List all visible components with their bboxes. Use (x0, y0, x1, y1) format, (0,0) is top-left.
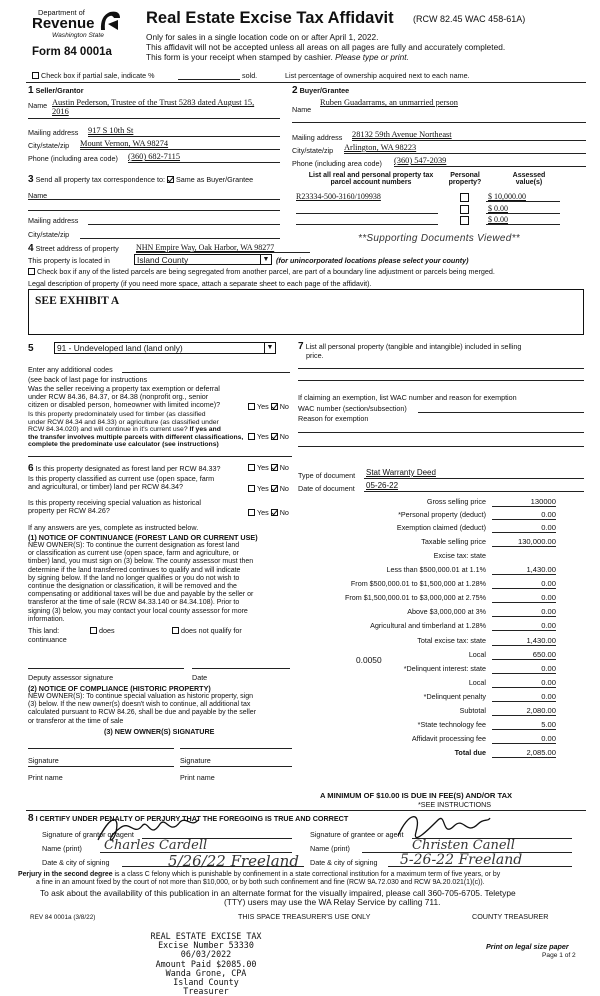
perjury-line-1 (18, 871, 500, 878)
buyer-num: 2 (292, 85, 298, 96)
assessed-h1: Assessed (512, 172, 546, 179)
county-note: (for unincorporated locations please select your county) (276, 256, 469, 265)
reason-line-1[interactable] (298, 432, 584, 433)
buyer-phone-line (394, 166, 586, 167)
wac-line[interactable] (418, 412, 584, 413)
timber-yes-checkbox[interactable] (248, 433, 255, 440)
grantee-name-handwritten: Christen Canell (412, 838, 515, 853)
notice-line: continue the designation or classification, it will be removed and the (28, 583, 237, 591)
segregation-label: Check box if any of the listed parcels are being segregated from another parcel, are part of a boundary line adjustment or parcels being merged. (37, 267, 495, 276)
does-label: does (99, 626, 115, 635)
add-codes-line[interactable] (122, 372, 290, 373)
partial-sale-row (32, 71, 154, 80)
q2d: If yes and (189, 426, 221, 434)
owner-sig-line-2[interactable] (180, 748, 292, 749)
doc-date-label: Date of document (298, 484, 355, 493)
sec4-label-text: Street address of property (35, 244, 119, 253)
sec3-mail-label: Mailing address (28, 216, 79, 225)
alt-format-line-1: To ask about the availability of this publication in an alternate format for the visually impaired, please call 360-705-6705. Teletype (40, 888, 516, 898)
no-label: No (279, 402, 289, 411)
doc-type-value[interactable]: Stat Warranty Deed (366, 468, 436, 477)
notice-line: transferor at the time of sale (RCW 84.33.140 or 84.34.108). Prior to (28, 599, 240, 607)
does-checkbox[interactable] (90, 627, 97, 634)
notice1-body (28, 542, 253, 624)
notice1-heading: (1) NOTICE OF CONTINUANCE (FOREST LAND OR CURRENT USE) (28, 533, 258, 542)
seller-city-label: City/state/zip (28, 141, 70, 150)
assessed-value[interactable]: $ 0.00 (488, 203, 508, 213)
notice-line: or classification as current use (open space, farm and agriculture, or (28, 550, 239, 558)
grantor-name-handwritten: Charles Cardell (104, 838, 208, 853)
tax-row-value[interactable]: 650.00 (492, 650, 556, 660)
rev-label: REV 84 0001a (3/8/22) (30, 914, 96, 921)
owner-sig-label-1: Signature (28, 756, 59, 765)
notice2-heading: (2) NOTICE OF COMPLIANCE (HISTORIC PROPERTY) (28, 684, 211, 693)
tax-row-label: Excise tax: state (433, 551, 486, 560)
ownership-note: List percentage of ownership acquired next to each name. (285, 71, 470, 80)
hist-b: property per RCW 84.26? (28, 506, 110, 516)
notice-line: determine if the land transferred continues to qualify and will indicate (28, 566, 241, 574)
sec3-name-line[interactable] (28, 199, 280, 200)
tax-row-value[interactable]: 0.00 (492, 523, 556, 533)
historic-question (28, 499, 201, 516)
seller-heading (28, 85, 84, 96)
tax-row-label: Less than $500,000.01 at 1.1% (386, 565, 486, 574)
county-select[interactable] (134, 254, 272, 265)
no-label: No (279, 463, 289, 472)
header-line-3b: Please type or print. (335, 52, 409, 62)
yes-label: Yes (257, 508, 269, 517)
alt-format-line-2: (TTY) users may use the WA Relay Service by calling 711. (224, 897, 441, 907)
personal-property-checkbox[interactable] (460, 205, 471, 215)
yes-label: Yes (257, 484, 269, 493)
perjury-line-2: a fine in an amount fixed by the court of not more than $10,000, or by both such confinement and fine (RCW 9A.72.030 and RCW 9A.20.021(1)(c)). (36, 879, 485, 886)
state-label: Washington State (52, 32, 104, 39)
seller-city[interactable]: Mount Vernon, WA 98274 (80, 139, 169, 148)
see-instructions: *SEE INSTRUCTIONS (418, 800, 492, 809)
deputy-date-label: Date (192, 673, 208, 682)
buyer-mail[interactable]: 28132 59th Avenue Northeast (352, 130, 452, 139)
assessed-line (486, 213, 560, 214)
notice2-body (28, 693, 256, 726)
buyer-mail-label: Mailing address (292, 133, 343, 142)
deputy-label: Deputy assessor signature (28, 673, 114, 682)
deputy-line[interactable] (28, 668, 184, 669)
q2a: Is this property predominately used for timber (as classified (28, 411, 206, 418)
legal-desc-box[interactable] (28, 289, 584, 335)
sec7-text (298, 343, 521, 360)
deputy-date-line[interactable] (192, 668, 290, 669)
seller-city-line (80, 149, 280, 150)
tax-row-value[interactable]: 130000 (492, 497, 556, 507)
tax-row-value[interactable]: 5.00 (492, 720, 556, 730)
tax-row-label: Taxable selling price (421, 537, 486, 546)
sec5-num: 5 (28, 343, 34, 354)
wac-label: WAC number (section/subsection) (298, 404, 407, 413)
tax-row-label: *Personal property (deduct) (398, 510, 486, 519)
seller-name-label: Name (28, 101, 48, 110)
dept-label: Department of (38, 8, 85, 17)
receipt-line: Wanda Grone, CPA (165, 967, 247, 978)
q1c: citizen or disabled person, homeowner with limited income)? (28, 400, 221, 410)
exemption-yes-checkbox[interactable] (248, 403, 255, 410)
sec7-num: 7 (298, 341, 304, 352)
does-option (90, 626, 115, 635)
notice-line: (3) below. If the new owner(s) doesn't wish to continue, all additional tax (28, 701, 251, 709)
cert-text: I CERTIFY UNDER PENALTY OF PERJURY THAT THE FOREGOING IS TRUE AND CORRECT (35, 814, 349, 823)
revenue-wordmark: Revenue (32, 15, 95, 32)
grantor-name-label: Name (print) (42, 844, 82, 853)
cu-b: and agricultural, or timber) land per RCW 84.34? (28, 482, 184, 492)
exemption-question (28, 385, 220, 410)
sec7-label-2: price. (306, 350, 324, 360)
buyer-name-line (292, 122, 586, 123)
personal-h1: Personal (450, 172, 480, 179)
seller-phone-line (128, 162, 280, 163)
tax-row-label: Local (468, 650, 486, 659)
chevron-down-icon: ▼ (264, 343, 275, 353)
reason-label: Reason for exemption (298, 414, 369, 423)
doesnot-option (172, 626, 242, 635)
checkbox[interactable] (460, 193, 469, 202)
tax-row-label: From $1,500,000.01 to $3,000,000 at 2.75% (344, 593, 486, 602)
see-back-label: (see back of last page for instructions (28, 375, 148, 384)
no-label: No (279, 508, 289, 517)
tax-row-label: *State technology fee (417, 720, 486, 729)
yes-label: Yes (257, 402, 269, 411)
forest-yesno (248, 463, 289, 472)
notice-line: signing (3) below, you may contact your local county assessor for more (28, 607, 248, 615)
notice-line: NEW OWNER(S): To continue special valuation as historic property, sign (28, 693, 253, 700)
current-use-yesno (248, 484, 289, 493)
forest-question (28, 463, 221, 474)
notice-line: compensating or additional taxes will be due and payable by the seller or (28, 591, 254, 599)
seller-heading-text: Seller/Grantor (35, 86, 84, 95)
owner-print-label-1: Print name (28, 773, 63, 782)
dor-logo (32, 8, 128, 38)
sec3-city-label: City/state/zip (28, 230, 70, 239)
cu-a: Is this property classified as current use (open space, farm (28, 474, 215, 483)
q2b: under RCW 84.34 and 84.33) or agriculture (as classified under (28, 418, 219, 426)
tax-row-label: Total due (454, 748, 486, 757)
top-rule (26, 82, 586, 83)
treasurer-space-label: THIS SPACE TREASURER'S USE ONLY (238, 912, 371, 921)
reason-line-2[interactable] (298, 446, 584, 447)
buyer-phone[interactable]: (360) 547-2039 (394, 156, 447, 165)
grantee-name-label: Name (print) (310, 844, 350, 853)
historic-no-checkbox[interactable] (271, 509, 278, 516)
buyer-city-label: City/state/zip (292, 146, 334, 155)
tax-row-label: Local (468, 678, 486, 687)
tax-row-label: Subtotal (459, 706, 486, 715)
personal-prop-line-2[interactable] (298, 380, 584, 381)
buyer-city[interactable]: Arlington, WA 98223 (344, 143, 417, 152)
tax-row-value[interactable]: 2,085.00 (492, 748, 556, 758)
buyer-name[interactable]: Ruben Guadarrams, an unmarried person (320, 98, 458, 107)
tax-row-value[interactable]: 0.00 (492, 678, 556, 688)
seller-mail-line (88, 136, 280, 137)
buyer-city-line (344, 153, 586, 154)
seller-mail-label: Mailing address (28, 128, 79, 137)
assessed-h2: value(s) (515, 179, 543, 186)
personal-property-checkbox[interactable] (460, 216, 471, 226)
receipt-line: Amount Paid $2085.00 (155, 958, 257, 969)
assessed-line (486, 224, 560, 225)
current-use-question (28, 475, 214, 492)
property-address-line (136, 252, 310, 253)
seller-phone[interactable]: (360) 682-7115 (128, 152, 181, 161)
forest-no-checkbox[interactable] (271, 464, 278, 471)
legal-size-note: Print on legal size paper (486, 942, 569, 951)
land-use-select[interactable] (54, 342, 276, 354)
seller-name-1[interactable]: Austin Pederson, Trustee of the Trust 5283 dated August 15, (52, 98, 255, 107)
owner-print-label-2: Print name (180, 773, 215, 782)
buyer-name-label: Name (292, 105, 312, 114)
tax-row-value[interactable]: 1,430.00 (492, 636, 556, 646)
doc-date-line (364, 491, 584, 492)
tax-row-label: Agricultural and timberland at 1.28% (370, 621, 486, 630)
q2c: RCW 84.34.020) and will continue in it's current use? (28, 426, 188, 434)
tax-row-label: Above $3,000,000 at 3% (407, 607, 486, 616)
current-use-no-checkbox[interactable] (271, 485, 278, 492)
personal-header (446, 172, 484, 186)
notice-line: information. (28, 615, 65, 623)
does-not-label: does not qualify for (181, 626, 242, 635)
grantor-date-handwritten: 5/26/22 Freeland (168, 852, 299, 870)
notice-line: timber) land, you must sign on (3) below. The county assessor must then (28, 558, 254, 566)
header-line-3 (146, 52, 409, 62)
checkbox[interactable] (460, 205, 469, 214)
tax-row-value[interactable]: 0.00 (492, 510, 556, 520)
treasurer-receipt (150, 932, 262, 996)
county-treasurer-label: COUNTY TREASURER (472, 912, 549, 921)
q2e: the transfer involves multiple parcels with different classifications, (28, 433, 244, 441)
does-not-checkbox[interactable] (172, 627, 179, 634)
owner-sig-label-2: Signature (180, 756, 211, 765)
assessed-header (498, 172, 560, 186)
yes-label: Yes (257, 432, 269, 441)
segregation-checkbox[interactable] (28, 268, 35, 275)
parcel-h1: List all real and personal property tax (308, 172, 434, 179)
timber-yesno (248, 432, 289, 441)
owner-print-line-2[interactable] (180, 766, 292, 767)
checkbox[interactable] (460, 216, 469, 225)
buyer-heading-text: Buyer/Grantee (299, 86, 350, 95)
seller-name-line (28, 118, 280, 119)
owner-sig-line-1[interactable] (28, 748, 174, 749)
receipt-line: Excise Number 53330 (158, 940, 254, 951)
tax-row-value[interactable]: 0.00 (492, 692, 556, 702)
land-use-value: 91 - Undeveloped land (land only) (57, 343, 183, 353)
tax-row-value[interactable]: 0.00 (492, 593, 556, 603)
assessed-line (486, 201, 560, 202)
header-line-2: This affidavit will not be accepted unless all areas on all pages are fully and accurately completed. (146, 42, 506, 52)
yes-label: Yes (257, 463, 269, 472)
assessed-value[interactable]: $ 0.00 (488, 215, 508, 224)
seller-name-2[interactable]: 2016 (52, 107, 69, 116)
timber-no-checkbox[interactable] (271, 433, 278, 440)
personal-prop-line-1[interactable] (298, 368, 584, 369)
historic-yesno (248, 508, 289, 517)
buyer-heading (292, 85, 349, 96)
tax-row-label: *Delinquent interest: state (403, 664, 486, 673)
buyer-mail-line (352, 140, 586, 141)
exemption-yesno (248, 402, 289, 411)
tax-row-label: Total excise tax: state (417, 636, 486, 645)
sec3-name-label: Name (28, 191, 48, 200)
property-address[interactable]: NHN Empire Way, Oak Harbor, WA 98277 (136, 243, 275, 252)
tax-row-label: From $500,000.01 to $1,500,000 at 1.28% (350, 579, 486, 588)
partial-sale-label: Check box if partial sale, indicate % (41, 71, 155, 80)
continuance-label: continuance (28, 635, 67, 644)
same-as-buyer-checkbox[interactable] (167, 176, 174, 183)
tax-row-value[interactable]: 0.00 (492, 734, 556, 744)
sec5-rule (28, 456, 292, 457)
grantor-sig-label: Signature of grantor or agent (42, 830, 134, 839)
form-title: Real Estate Excise Tax Affidavit (146, 9, 394, 27)
form-number: Form 84 0001a (32, 46, 112, 58)
tax-row-value[interactable]: 2,080.00 (492, 706, 556, 716)
doc-type-label: Type of document (298, 471, 356, 480)
tax-row-value[interactable]: 130,000.00 (492, 537, 556, 547)
logo-mark-icon (98, 10, 122, 32)
parcel-number[interactable]: R23334-500-3160/109938 (296, 192, 381, 201)
form-rcw: (RCW 82.45 WAC 458-61A) (413, 14, 526, 24)
timber-question (28, 411, 243, 449)
notice-line: NEW OWNER(S): To continue the current designation as forest land (28, 542, 240, 549)
tax-row-label: Affidavit processing fee (411, 734, 486, 743)
parcel-line[interactable] (296, 213, 438, 214)
hist-a: Is this property receiving special valuation as historical (28, 498, 201, 507)
located-label: This property is located in (28, 256, 110, 265)
sec3-num: 3 (28, 174, 34, 185)
tax-row-value[interactable]: 1,430.00 (492, 565, 556, 575)
sec3-label: Send all property tax correspondence to: (35, 175, 166, 184)
grantee-date-handwritten: 5-26-22 Freeland (400, 852, 523, 868)
personal-property-checkbox[interactable] (460, 193, 471, 203)
personal-h2: property? (448, 179, 482, 186)
chevron-down-icon: ▼ (260, 255, 271, 265)
q1a: Was the seller receiving a property tax exemption or deferral (28, 384, 220, 393)
receipt-line: Island County Treasurer (173, 977, 239, 996)
doc-type-line (364, 478, 584, 479)
perjury-rest: is a class C felony which is punishable by confinement in a state correctional institution for a maximum term of five years, or by (112, 871, 501, 878)
owner-print-line-1[interactable] (28, 766, 174, 767)
sec6-num: 6 (28, 463, 34, 474)
tax-row-value[interactable]: 0.00 (492, 664, 556, 674)
sold-label: sold. (242, 71, 258, 80)
tax-row-label: Gross selling price (426, 497, 486, 506)
current-use-yes-checkbox[interactable] (248, 485, 255, 492)
buyer-phone-label: Phone (including area code) (292, 159, 382, 168)
historic-yes-checkbox[interactable] (248, 509, 255, 516)
exemption-no-checkbox[interactable] (271, 403, 278, 410)
header-line-1: Only for sales in a single location code on or after April 1, 2022. (146, 32, 379, 42)
grantee-sig-label: Signature of grantee or agent (310, 830, 404, 839)
parcel-header (300, 172, 442, 186)
receipt-line: 06/03/2022 (180, 949, 232, 960)
receipt-line: REAL ESTATE EXCISE TAX (150, 931, 262, 941)
notice3-heading: (3) NEW OWNER(S) SIGNATURE (104, 727, 215, 736)
forest-q: Is this property designated as forest land per RCW 84.33? (35, 464, 221, 473)
q1b: under RCW 84.36, 84.37, or 84.38 (nonprofit org., senior (28, 392, 209, 402)
header-line-3a: This form is your receipt when stamped by cashier. (146, 52, 333, 62)
grantee-date-label: Date & city of signing (310, 858, 378, 867)
parcel-h1b: parcel account numbers (330, 179, 412, 186)
supporting-docs-stamp: **Supporting Documents Viewed** (358, 233, 520, 244)
sec3-city-line[interactable] (80, 238, 280, 239)
tax-row-value[interactable]: 0.00 (492, 579, 556, 589)
sec3-text (28, 174, 253, 185)
this-land-label: This land: (28, 626, 60, 635)
partial-pct-line[interactable] (178, 79, 240, 80)
tax-row-label: Exemption claimed (deduct) (396, 523, 486, 532)
sec3-mail-line[interactable] (88, 224, 280, 225)
same-as-buyer-label: Same as Buyer/Grantee (176, 175, 254, 184)
local-rate: 0.0050 (356, 655, 382, 665)
county-value: Island County (137, 255, 189, 265)
sec8-num: 8 (28, 813, 34, 824)
q2f: complete the predominate use calculator (see instructions) (28, 441, 219, 449)
sec3-name-line-2[interactable] (28, 210, 280, 211)
tax-row-value[interactable]: 0.00 (492, 621, 556, 631)
perjury-bold: Perjury in the second degree (18, 871, 113, 878)
forest-yes-checkbox[interactable] (248, 464, 255, 471)
parcel-line[interactable] (296, 224, 438, 225)
notice-line: calculated pursuant to RCW 84.26, shall be due and payable by the seller (28, 709, 257, 717)
minimum-note: A MINIMUM OF $10.00 IS DUE IN FEE(S) AND/OR TAX (320, 791, 513, 800)
seller-mail[interactable]: 917 S 10th St (88, 126, 134, 135)
notice-line: by signing below. If the land no longer qualifies or you do not wish to (28, 574, 240, 582)
grantor-date-label: Date & city of signing (42, 858, 110, 867)
seller-phone-label: Phone (including area code) (28, 154, 118, 163)
no-label: No (279, 432, 289, 441)
sec4-address-label (28, 243, 119, 254)
tax-row-label: *Delinquent penalty (423, 692, 486, 701)
add-codes-label: Enter any additional codes (28, 365, 113, 374)
notice-line: or transferor at the time of sale (28, 717, 124, 725)
if-any-note: If any answers are yes, complete as instructed below. (28, 523, 199, 532)
no-label: No (279, 484, 289, 493)
doc-date-value[interactable]: 05-26-22 (366, 481, 399, 490)
legal-desc-label: Legal description of property (if you need more space, attach a separate sheet to each page of the affidavit). (28, 279, 372, 288)
page-number: Page 1 of 2 (542, 952, 576, 959)
sec7-label: List all personal property (tangible and intangible) included in selling (305, 342, 522, 351)
seller-num: 1 (28, 85, 34, 96)
assessed-value[interactable]: $ 10,000.00 (488, 192, 526, 201)
sec4-num: 4 (28, 243, 34, 254)
partial-sale-checkbox[interactable] (32, 72, 39, 79)
exemption-label: If claiming an exemption, list WAC number and reason for exemption (298, 393, 517, 402)
tax-row-value[interactable]: 0.00 (492, 607, 556, 617)
exhibit-text: SEE EXHIBIT A (35, 295, 120, 307)
segregation-row (28, 267, 495, 276)
